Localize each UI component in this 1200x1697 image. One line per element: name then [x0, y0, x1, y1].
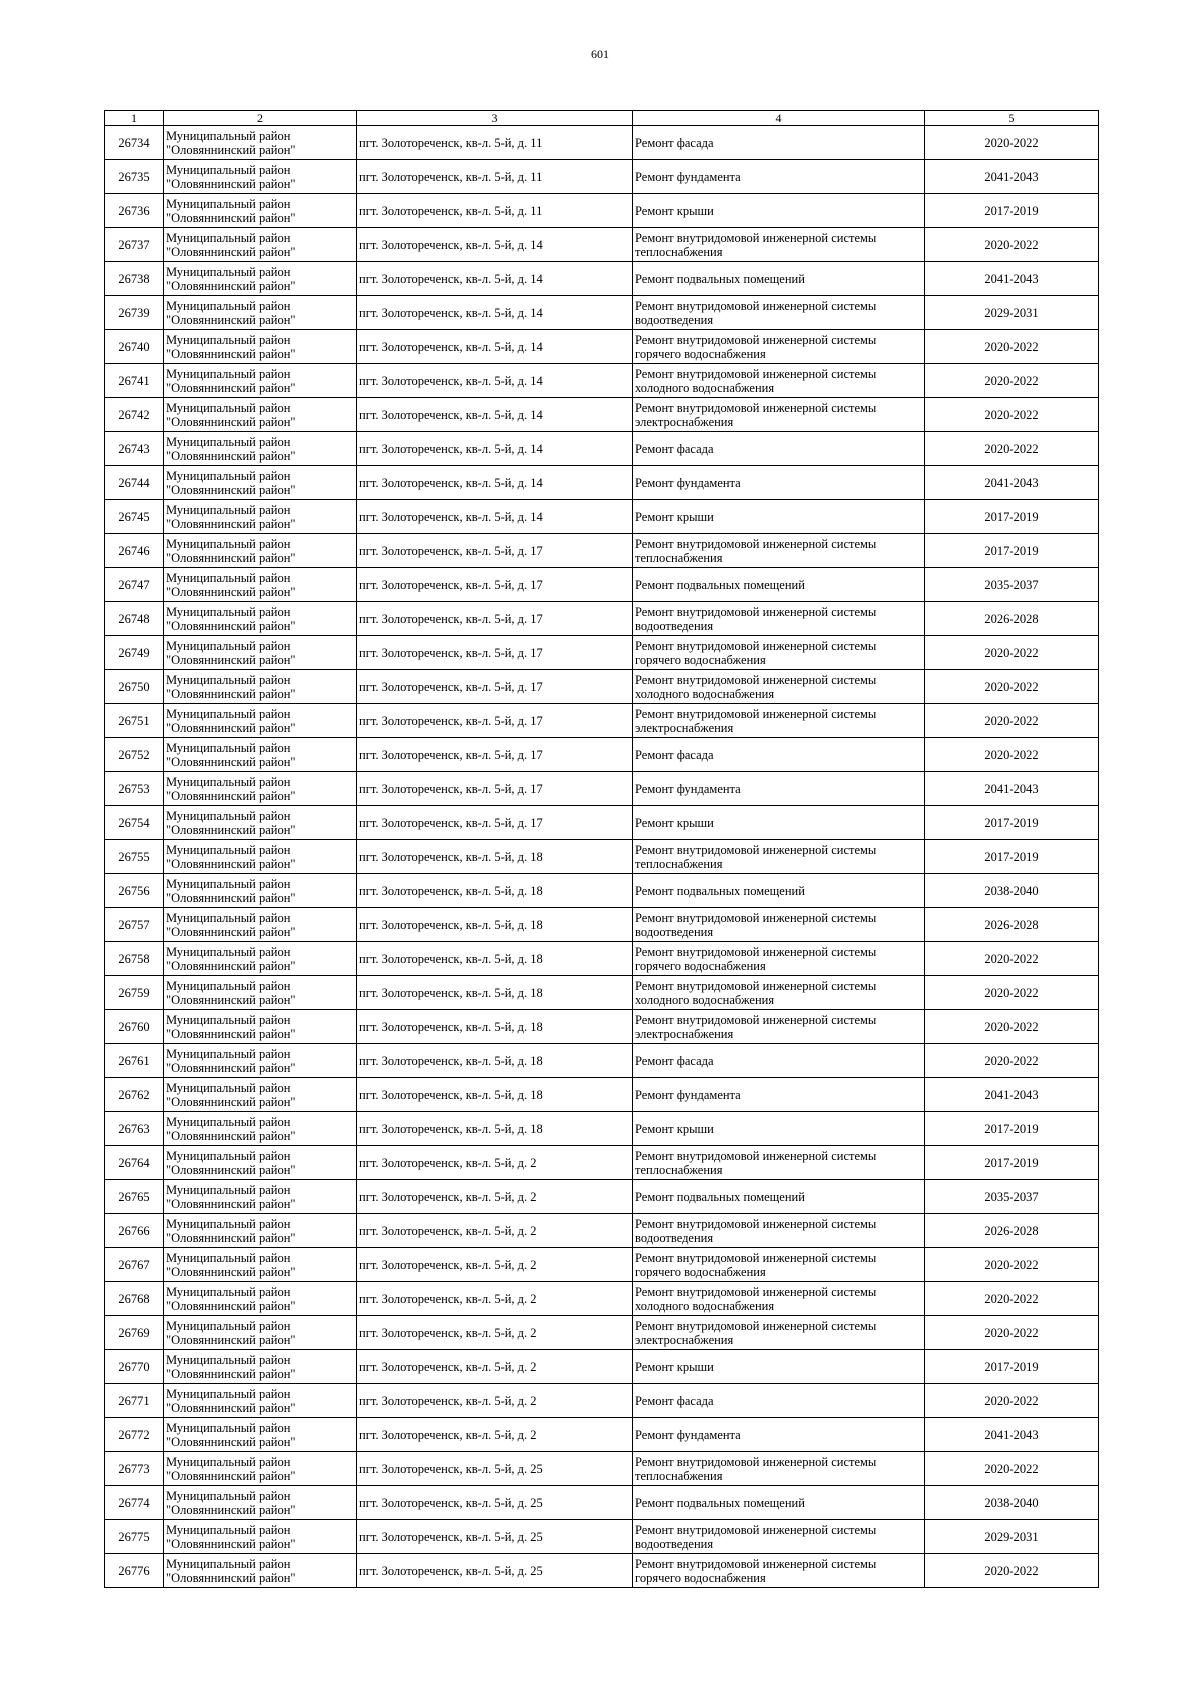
table-row — [105, 1554, 1099, 1588]
district-cell: Муниципальный район "Оловяннинский район" — [164, 1384, 357, 1418]
period-cell: 2020-2022 — [925, 704, 1099, 738]
period-cell: 2020-2022 — [925, 636, 1099, 670]
address-cell: пгт. Золотореченск, кв-л. 5-й, д. 14 — [357, 466, 633, 500]
row-number-cell: 26746 — [105, 534, 164, 568]
work-type-cell: Ремонт фундамента — [633, 466, 925, 500]
address-cell: пгт. Золотореченск, кв-л. 5-й, д. 17 — [357, 806, 633, 840]
address-cell: пгт. Золотореченск, кв-л. 5-й, д. 14 — [357, 262, 633, 296]
table-row — [105, 568, 1099, 602]
address-cell: пгт. Золотореченск, кв-л. 5-й, д. 2 — [357, 1214, 633, 1248]
district-cell: Муниципальный район "Оловяннинский район" — [164, 194, 357, 228]
work-type-cell: Ремонт внутридомовой инженерной системы горячего водоснабжения — [633, 942, 925, 976]
row-number-cell: 26764 — [105, 1146, 164, 1180]
table-row — [105, 466, 1099, 500]
address-cell: пгт. Золотореченск, кв-л. 5-й, д. 14 — [357, 364, 633, 398]
work-type-cell: Ремонт внутридомовой инженерной системы холодного водоснабжения — [633, 670, 925, 704]
period-cell: 2020-2022 — [925, 1010, 1099, 1044]
work-type-cell: Ремонт внутридомовой инженерной системы теплоснабжения — [633, 1452, 925, 1486]
address-cell: пгт. Золотореченск, кв-л. 5-й, д. 25 — [357, 1452, 633, 1486]
table-row — [105, 1112, 1099, 1146]
row-number-cell: 26760 — [105, 1010, 164, 1044]
row-number-cell: 26744 — [105, 466, 164, 500]
address-cell: пгт. Золотореченск, кв-л. 5-й, д. 14 — [357, 432, 633, 466]
address-cell: пгт. Золотореченск, кв-л. 5-й, д. 2 — [357, 1316, 633, 1350]
period-cell: 2020-2022 — [925, 942, 1099, 976]
table-row — [105, 500, 1099, 534]
work-type-cell: Ремонт подвальных помещений — [633, 568, 925, 602]
work-type-cell: Ремонт подвальных помещений — [633, 874, 925, 908]
address-cell: пгт. Золотореченск, кв-л. 5-й, д. 17 — [357, 738, 633, 772]
address-cell: пгт. Золотореченск, кв-л. 5-й, д. 14 — [357, 330, 633, 364]
table-row — [105, 1418, 1099, 1452]
table-row — [105, 1384, 1099, 1418]
work-type-cell: Ремонт фасада — [633, 738, 925, 772]
table-row — [105, 1452, 1099, 1486]
row-number-cell: 26771 — [105, 1384, 164, 1418]
period-cell: 2041-2043 — [925, 466, 1099, 500]
district-cell: Муниципальный район "Оловяннинский район" — [164, 296, 357, 330]
district-cell: Муниципальный район "Оловяннинский район" — [164, 1282, 357, 1316]
district-cell: Муниципальный район "Оловяннинский район" — [164, 228, 357, 262]
row-number-cell: 26738 — [105, 262, 164, 296]
district-cell: Муниципальный район "Оловяннинский район" — [164, 1554, 357, 1588]
period-cell: 2020-2022 — [925, 1248, 1099, 1282]
address-cell: пгт. Золотореченск, кв-л. 5-й, д. 17 — [357, 602, 633, 636]
row-number-cell: 26768 — [105, 1282, 164, 1316]
district-cell: Муниципальный район "Оловяннинский район" — [164, 636, 357, 670]
district-cell: Муниципальный район "Оловяннинский район" — [164, 874, 357, 908]
period-cell: 2017-2019 — [925, 1350, 1099, 1384]
work-type-cell: Ремонт внутридомовой инженерной системы холодного водоснабжения — [633, 1282, 925, 1316]
table-row — [105, 908, 1099, 942]
address-cell: пгт. Золотореченск, кв-л. 5-й, д. 17 — [357, 568, 633, 602]
work-type-cell: Ремонт фундамента — [633, 160, 925, 194]
row-number-cell: 26742 — [105, 398, 164, 432]
row-number-cell: 26767 — [105, 1248, 164, 1282]
address-cell: пгт. Золотореченск, кв-л. 5-й, д. 11 — [357, 194, 633, 228]
district-cell: Муниципальный район "Оловяннинский район" — [164, 1044, 357, 1078]
period-cell: 2020-2022 — [925, 738, 1099, 772]
table-row — [105, 364, 1099, 398]
column-header: 1 — [105, 111, 164, 126]
work-type-cell: Ремонт подвальных помещений — [633, 1486, 925, 1520]
district-cell: Муниципальный район "Оловяннинский район" — [164, 1010, 357, 1044]
district-cell: Муниципальный район "Оловяннинский район" — [164, 976, 357, 1010]
period-cell: 2020-2022 — [925, 1316, 1099, 1350]
district-cell: Муниципальный район "Оловяннинский район" — [164, 1316, 357, 1350]
page-number: 601 — [591, 47, 609, 61]
address-cell: пгт. Золотореченск, кв-л. 5-й, д. 17 — [357, 534, 633, 568]
address-cell: пгт. Золотореченск, кв-л. 5-й, д. 11 — [357, 160, 633, 194]
district-cell: Муниципальный район "Оловяннинский район" — [164, 398, 357, 432]
work-type-cell: Ремонт фундамента — [633, 1418, 925, 1452]
address-cell: пгт. Золотореченск, кв-л. 5-й, д. 2 — [357, 1180, 633, 1214]
period-cell: 2026-2028 — [925, 602, 1099, 636]
table-row — [105, 874, 1099, 908]
table-row — [105, 806, 1099, 840]
address-cell: пгт. Золотореченск, кв-л. 5-й, д. 18 — [357, 1044, 633, 1078]
address-cell: пгт. Золотореченск, кв-л. 5-й, д. 18 — [357, 1078, 633, 1112]
table-row — [105, 194, 1099, 228]
table-row — [105, 738, 1099, 772]
row-number-cell: 26752 — [105, 738, 164, 772]
column-header: 5 — [925, 111, 1099, 126]
address-cell: пгт. Золотореченск, кв-л. 5-й, д. 18 — [357, 908, 633, 942]
row-number-cell: 26748 — [105, 602, 164, 636]
work-type-cell: Ремонт внутридомовой инженерной системы водоотведения — [633, 1520, 925, 1554]
table-row — [105, 330, 1099, 364]
period-cell: 2020-2022 — [925, 364, 1099, 398]
address-cell: пгт. Золотореченск, кв-л. 5-й, д. 14 — [357, 398, 633, 432]
address-cell: пгт. Золотореченск, кв-л. 5-й, д. 17 — [357, 636, 633, 670]
district-cell: Муниципальный район "Оловяннинский район" — [164, 670, 357, 704]
row-number-cell: 26735 — [105, 160, 164, 194]
table-row — [105, 602, 1099, 636]
work-type-cell: Ремонт внутридомовой инженерной системы водоотведения — [633, 908, 925, 942]
district-cell: Муниципальный район "Оловяннинский район" — [164, 160, 357, 194]
address-cell: пгт. Золотореченск, кв-л. 5-й, д. 2 — [357, 1146, 633, 1180]
work-type-cell: Ремонт внутридомовой инженерной системы холодного водоснабжения — [633, 364, 925, 398]
table-row — [105, 1248, 1099, 1282]
district-cell: Муниципальный район "Оловяннинский район" — [164, 840, 357, 874]
table-row — [105, 228, 1099, 262]
district-cell: Муниципальный район "Оловяннинский район" — [164, 330, 357, 364]
address-cell: пгт. Золотореченск, кв-л. 5-й, д. 18 — [357, 942, 633, 976]
district-cell: Муниципальный район "Оловяннинский район" — [164, 602, 357, 636]
address-cell: пгт. Золотореченск, кв-л. 5-й, д. 18 — [357, 1112, 633, 1146]
work-type-cell: Ремонт крыши — [633, 1112, 925, 1146]
period-cell: 2017-2019 — [925, 1112, 1099, 1146]
period-cell: 2020-2022 — [925, 330, 1099, 364]
district-cell: Муниципальный район "Оловяннинский район" — [164, 466, 357, 500]
table-row — [105, 126, 1099, 160]
address-cell: пгт. Золотореченск, кв-л. 5-й, д. 2 — [357, 1282, 633, 1316]
table-row — [105, 1486, 1099, 1520]
address-cell: пгт. Золотореченск, кв-л. 5-й, д. 18 — [357, 874, 633, 908]
period-cell: 2020-2022 — [925, 1044, 1099, 1078]
row-number-cell: 26762 — [105, 1078, 164, 1112]
column-header: 4 — [633, 111, 925, 126]
work-type-cell: Ремонт фасада — [633, 1044, 925, 1078]
row-number-cell: 26775 — [105, 1520, 164, 1554]
period-cell: 2041-2043 — [925, 160, 1099, 194]
work-type-cell: Ремонт фасада — [633, 1384, 925, 1418]
address-cell: пгт. Золотореченск, кв-л. 5-й, д. 25 — [357, 1554, 633, 1588]
work-type-cell: Ремонт крыши — [633, 1350, 925, 1384]
row-number-cell: 26770 — [105, 1350, 164, 1384]
table-row — [105, 1282, 1099, 1316]
work-type-cell: Ремонт внутридомовой инженерной системы горячего водоснабжения — [633, 330, 925, 364]
row-number-cell: 26761 — [105, 1044, 164, 1078]
address-cell: пгт. Золотореченск, кв-л. 5-й, д. 17 — [357, 670, 633, 704]
address-cell: пгт. Золотореченск, кв-л. 5-й, д. 25 — [357, 1486, 633, 1520]
row-number-cell: 26756 — [105, 874, 164, 908]
period-cell: 2029-2031 — [925, 296, 1099, 330]
table-row — [105, 1010, 1099, 1044]
district-cell: Муниципальный район "Оловяннинский район" — [164, 534, 357, 568]
period-cell: 2026-2028 — [925, 908, 1099, 942]
address-cell: пгт. Золотореченск, кв-л. 5-й, д. 14 — [357, 228, 633, 262]
period-cell: 2017-2019 — [925, 500, 1099, 534]
work-type-cell: Ремонт крыши — [633, 194, 925, 228]
period-cell: 2041-2043 — [925, 772, 1099, 806]
column-header: 3 — [357, 111, 633, 126]
table-row — [105, 1520, 1099, 1554]
row-number-cell: 26749 — [105, 636, 164, 670]
table-row — [105, 262, 1099, 296]
row-number-cell: 26743 — [105, 432, 164, 466]
row-number-cell: 26741 — [105, 364, 164, 398]
work-type-cell: Ремонт подвальных помещений — [633, 262, 925, 296]
period-cell: 2020-2022 — [925, 432, 1099, 466]
period-cell: 2017-2019 — [925, 806, 1099, 840]
table-row — [105, 1044, 1099, 1078]
period-cell: 2017-2019 — [925, 534, 1099, 568]
table-row — [105, 670, 1099, 704]
table-row — [105, 942, 1099, 976]
period-cell: 2020-2022 — [925, 1452, 1099, 1486]
period-cell: 2041-2043 — [925, 1418, 1099, 1452]
work-type-cell: Ремонт внутридомовой инженерной системы электроснабжения — [633, 1010, 925, 1044]
work-type-cell: Ремонт внутридомовой инженерной системы теплоснабжения — [633, 534, 925, 568]
table-body — [105, 126, 1099, 1588]
row-number-cell: 26745 — [105, 500, 164, 534]
period-cell: 2017-2019 — [925, 194, 1099, 228]
row-number-cell: 26763 — [105, 1112, 164, 1146]
work-type-cell: Ремонт внутридомовой инженерной системы горячего водоснабжения — [633, 636, 925, 670]
period-cell: 2041-2043 — [925, 262, 1099, 296]
work-type-cell: Ремонт внутридомовой инженерной системы теплоснабжения — [633, 1146, 925, 1180]
table-row — [105, 398, 1099, 432]
row-number-cell: 26739 — [105, 296, 164, 330]
period-cell: 2017-2019 — [925, 1146, 1099, 1180]
district-cell: Муниципальный район "Оловяннинский район" — [164, 772, 357, 806]
table-row — [105, 1078, 1099, 1112]
work-type-cell: Ремонт внутридомовой инженерной системы электроснабжения — [633, 398, 925, 432]
row-number-cell: 26758 — [105, 942, 164, 976]
district-cell: Муниципальный район "Оловяннинский район" — [164, 1112, 357, 1146]
repair-schedule-table — [104, 110, 1099, 1588]
work-type-cell: Ремонт фундамента — [633, 772, 925, 806]
table-row — [105, 636, 1099, 670]
address-cell: пгт. Золотореченск, кв-л. 5-й, д. 18 — [357, 840, 633, 874]
work-type-cell: Ремонт внутридомовой инженерной системы холодного водоснабжения — [633, 976, 925, 1010]
row-number-cell: 26747 — [105, 568, 164, 602]
period-cell: 2020-2022 — [925, 398, 1099, 432]
row-number-cell: 26765 — [105, 1180, 164, 1214]
row-number-cell: 26754 — [105, 806, 164, 840]
period-cell: 2020-2022 — [925, 670, 1099, 704]
work-type-cell: Ремонт внутридомовой инженерной системы электроснабжения — [633, 704, 925, 738]
period-cell: 2020-2022 — [925, 976, 1099, 1010]
district-cell: Муниципальный район "Оловяннинский район" — [164, 1486, 357, 1520]
work-type-cell: Ремонт фасада — [633, 432, 925, 466]
table-row — [105, 704, 1099, 738]
address-cell: пгт. Золотореченск, кв-л. 5-й, д. 2 — [357, 1418, 633, 1452]
address-cell: пгт. Золотореченск, кв-л. 5-й, д. 14 — [357, 296, 633, 330]
district-cell: Муниципальный район "Оловяннинский район" — [164, 1452, 357, 1486]
row-number-cell: 26776 — [105, 1554, 164, 1588]
row-number-cell: 26774 — [105, 1486, 164, 1520]
table-row — [105, 160, 1099, 194]
work-type-cell: Ремонт внутридомовой инженерной системы водоотведения — [633, 602, 925, 636]
table-row — [105, 1316, 1099, 1350]
period-cell: 2041-2043 — [925, 1078, 1099, 1112]
period-cell: 2038-2040 — [925, 1486, 1099, 1520]
row-number-cell: 26736 — [105, 194, 164, 228]
address-cell: пгт. Золотореченск, кв-л. 5-й, д. 2 — [357, 1384, 633, 1418]
table-row — [105, 296, 1099, 330]
work-type-cell: Ремонт крыши — [633, 500, 925, 534]
row-number-cell: 26734 — [105, 126, 164, 160]
work-type-cell: Ремонт крыши — [633, 806, 925, 840]
period-cell: 2038-2040 — [925, 874, 1099, 908]
row-number-cell: 26772 — [105, 1418, 164, 1452]
period-cell: 2029-2031 — [925, 1520, 1099, 1554]
row-number-cell: 26769 — [105, 1316, 164, 1350]
period-cell: 2026-2028 — [925, 1214, 1099, 1248]
row-number-cell: 26740 — [105, 330, 164, 364]
address-cell: пгт. Золотореченск, кв-л. 5-й, д. 17 — [357, 704, 633, 738]
district-cell: Муниципальный район "Оловяннинский район" — [164, 908, 357, 942]
table-row — [105, 1180, 1099, 1214]
table-row — [105, 432, 1099, 466]
period-cell: 2020-2022 — [925, 1384, 1099, 1418]
column-header: 2 — [164, 111, 357, 126]
table-row — [105, 1146, 1099, 1180]
district-cell: Муниципальный район "Оловяннинский район" — [164, 1350, 357, 1384]
table-row — [105, 976, 1099, 1010]
work-type-cell: Ремонт фасада — [633, 126, 925, 160]
table-row — [105, 840, 1099, 874]
work-type-cell: Ремонт внутридомовой инженерной системы водоотведения — [633, 296, 925, 330]
period-cell: 2020-2022 — [925, 1282, 1099, 1316]
district-cell: Муниципальный район "Оловяннинский район" — [164, 1520, 357, 1554]
period-cell: 2017-2019 — [925, 840, 1099, 874]
work-type-cell: Ремонт внутридомовой инженерной системы водоотведения — [633, 1214, 925, 1248]
work-type-cell: Ремонт внутридомовой инженерной системы горячего водоснабжения — [633, 1248, 925, 1282]
district-cell: Муниципальный район "Оловяннинский район" — [164, 1180, 357, 1214]
district-cell: Муниципальный район "Оловяннинский район" — [164, 364, 357, 398]
address-cell: пгт. Золотореченск, кв-л. 5-й, д. 2 — [357, 1248, 633, 1282]
work-type-cell: Ремонт внутридомовой инженерной системы электроснабжения — [633, 1316, 925, 1350]
address-cell: пгт. Золотореченск, кв-л. 5-й, д. 14 — [357, 500, 633, 534]
table-row — [105, 772, 1099, 806]
district-cell: Муниципальный район "Оловяннинский район" — [164, 1418, 357, 1452]
period-cell: 2035-2037 — [925, 568, 1099, 602]
district-cell: Муниципальный район "Оловяннинский район" — [164, 806, 357, 840]
district-cell: Муниципальный район "Оловяннинский район" — [164, 704, 357, 738]
period-cell: 2035-2037 — [925, 1180, 1099, 1214]
address-cell: пгт. Золотореченск, кв-л. 5-й, д. 18 — [357, 1010, 633, 1044]
period-cell: 2020-2022 — [925, 1554, 1099, 1588]
address-cell: пгт. Золотореченск, кв-л. 5-й, д. 11 — [357, 126, 633, 160]
district-cell: Муниципальный район "Оловяннинский район" — [164, 126, 357, 160]
district-cell: Муниципальный район "Оловяннинский район" — [164, 1078, 357, 1112]
address-cell: пгт. Золотореченск, кв-л. 5-й, д. 25 — [357, 1520, 633, 1554]
row-number-cell: 26737 — [105, 228, 164, 262]
district-cell: Муниципальный район "Оловяннинский район" — [164, 1248, 357, 1282]
row-number-cell: 26773 — [105, 1452, 164, 1486]
row-number-cell: 26750 — [105, 670, 164, 704]
work-type-cell: Ремонт внутридомовой инженерной системы теплоснабжения — [633, 228, 925, 262]
row-number-cell: 26766 — [105, 1214, 164, 1248]
district-cell: Муниципальный район "Оловяннинский район" — [164, 568, 357, 602]
district-cell: Муниципальный район "Оловяннинский район" — [164, 1214, 357, 1248]
work-type-cell: Ремонт подвальных помещений — [633, 1180, 925, 1214]
row-number-cell: 26751 — [105, 704, 164, 738]
district-cell: Муниципальный район "Оловяннинский район" — [164, 432, 357, 466]
district-cell: Муниципальный район "Оловяннинский район" — [164, 942, 357, 976]
address-cell: пгт. Золотореченск, кв-л. 5-й, д. 17 — [357, 772, 633, 806]
table-row — [105, 1214, 1099, 1248]
row-number-cell: 26757 — [105, 908, 164, 942]
row-number-cell: 26753 — [105, 772, 164, 806]
period-cell: 2020-2022 — [925, 126, 1099, 160]
district-cell: Муниципальный район "Оловяннинский район" — [164, 738, 357, 772]
work-type-cell: Ремонт внутридомовой инженерной системы горячего водоснабжения — [633, 1554, 925, 1588]
address-cell: пгт. Золотореченск, кв-л. 5-й, д. 2 — [357, 1350, 633, 1384]
period-cell: 2020-2022 — [925, 228, 1099, 262]
row-number-cell: 26759 — [105, 976, 164, 1010]
address-cell: пгт. Золотореченск, кв-л. 5-й, д. 18 — [357, 976, 633, 1010]
district-cell: Муниципальный район "Оловяннинский район" — [164, 500, 357, 534]
district-cell: Муниципальный район "Оловяннинский район" — [164, 262, 357, 296]
work-type-cell: Ремонт фундамента — [633, 1078, 925, 1112]
table-header-row — [105, 111, 1099, 126]
row-number-cell: 26755 — [105, 840, 164, 874]
table-row — [105, 1350, 1099, 1384]
table-row — [105, 534, 1099, 568]
work-type-cell: Ремонт внутридомовой инженерной системы теплоснабжения — [633, 840, 925, 874]
district-cell: Муниципальный район "Оловяннинский район" — [164, 1146, 357, 1180]
